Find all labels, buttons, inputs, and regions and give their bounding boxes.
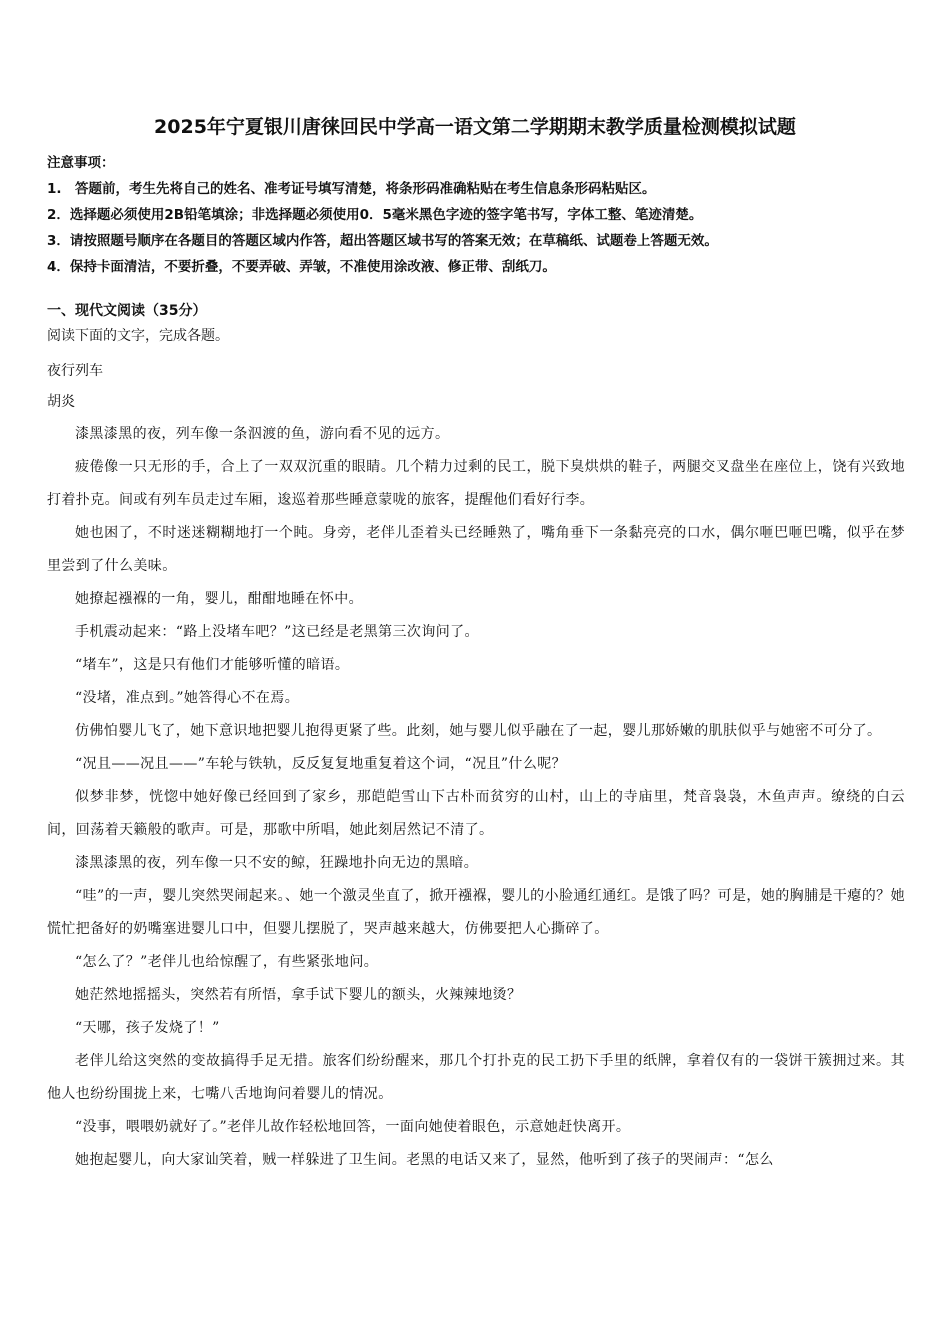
section-heading: 一、现代文阅读（35分） <box>47 303 207 319</box>
paragraph-16: 老伴儿给这突然的变故搞得手足无措。旅客们纷纷醒来，那几个打扑克的民工扔下手里的纸牌，拿着仅有的一袋饼干簇拥过来。其他人也纷纷围拢上来，七嘴八舌地询问着婴儿的情况。 <box>47 1053 905 1102</box>
story-author: 胡炎 <box>47 394 75 410</box>
paragraph-9: “况且——况且——”车轮与铁轨，反反复复地重复着这个词，“况且”什么呢？ <box>75 756 567 772</box>
paragraph-6: “堵车”，这是只有他们才能够听懂的暗语。 <box>75 657 350 673</box>
story-body <box>47 418 905 1177</box>
notice-block <box>47 150 917 280</box>
notice-heading: 注意事项： <box>47 155 115 171</box>
story-title: 夜行列车 <box>47 363 103 379</box>
section-reading <box>47 298 917 414</box>
paragraph-7: “没堵，准点到。”她答得心不在焉。 <box>75 690 300 706</box>
paragraph-15: “天哪，孩子发烧了！” <box>75 1020 220 1036</box>
paragraph-14: 她茫然地摇摇头，突然若有所悟，拿手试下婴儿的额头，火辣辣地烫？ <box>75 987 522 1003</box>
exam-title: 2025年宁夏银川唐徕回民中学高一语文第二学期期末教学质量检测模拟试题 <box>154 116 796 138</box>
paragraph-2: 疲倦像一只无形的手，合上了一双双沉重的眼睛。几个精力过剩的民工，脱下臭烘烘的鞋子，两腿交叉盘坐在座位上，饶有兴致地打着扑克。间或有列车员走过车厢，逡巡着那些睡意蒙咙的旅客，提醒他们看好行李。 <box>47 459 905 508</box>
paragraph-3: 她也困了，不时迷迷糊糊地打一个盹。身旁，老伴儿歪着头已经睡熟了，嘴角垂下一条黏亮亮的口水，偶尔咂巴咂巴嘴，似乎在梦里尝到了什么美味。 <box>47 525 905 574</box>
paragraph-13: “怎么了？”老伴儿也给惊醒了，有些紧张地问。 <box>75 954 379 970</box>
paragraph-11: 漆黑漆黑的夜，列车像一只不安的鲸，狂躁地扑向无边的黑暗。 <box>75 855 479 871</box>
paragraph-18: 她抱起婴儿，向大家讪笑着，贼一样躲进了卫生间。老黑的电话又来了，显然，他听到了孩子的哭闹声：“怎么 <box>75 1152 774 1168</box>
notice-item-4: 4．保持卡面清洁，不要折叠，不要弄破、弄皱，不准使用涂改液、修正带、刮纸刀。 <box>47 259 556 275</box>
paragraph-12: “哇”的一声，婴儿突然哭闹起来。、她一个激灵坐直了，掀开襁褓，婴儿的小脸通红通红。是饿了吗？可是，她的胸脯是干瘪的？她慌忙把备好的奶嘴塞进婴儿口中，但婴儿摆脱了，哭声越来越大，仿佛要把人心撕碎了。 <box>47 888 905 937</box>
paragraph-10: 似梦非梦，恍惚中她好像已经回到了家乡，那皑皑雪山下古朴而贫穷的山村，山上的寺庙里，梵音袅袅，木鱼声声。缭绕的白云间，回荡着天籁般的歌声。可是，那歌中所唱，她此刻居然记不清了。 <box>47 789 905 838</box>
paragraph-5: 手机震动起来：“路上没堵车吧？”这已经是老黑第三次询问了。 <box>75 624 479 640</box>
notice-item-2: 2．选择题必须使用2B铅笔填涂；非选择题必须使用0．5毫米黑色字迹的签字笔书写，字体工整、笔迹清楚。 <box>47 207 703 223</box>
paragraph-17: “没事，喂喂奶就好了。”老伴儿故作轻松地回答，一面向她使着眼色，示意她赶快离开。 <box>75 1119 631 1135</box>
notice-item-3: 3．请按照题号顺序在各题目的答题区域内作答，超出答题区域书写的答案无效；在草稿纸、试题卷上答题无效。 <box>47 233 718 249</box>
paragraph-4: 她撩起襁褓的一角，婴儿，酣酣地睡在怀中。 <box>75 591 363 607</box>
section-instruction: 阅读下面的文字，完成各题。 <box>47 328 229 344</box>
notice-item-1: 1. 答题前，考生先将自己的姓名、准考证号填写清楚，将条形码准确粘贴在考生信息条形码粘贴区。 <box>47 181 656 197</box>
paragraph-1: 漆黑漆黑的夜，列车像一条泅渡的鱼，游向看不见的远方。 <box>75 426 450 442</box>
paragraph-8: 仿佛怕婴儿飞了，她下意识地把婴儿抱得更紧了些。此刻，她与婴儿似乎融在了一起，婴儿那娇嫩的肌肤似乎与她密不可分了。 <box>75 723 882 739</box>
